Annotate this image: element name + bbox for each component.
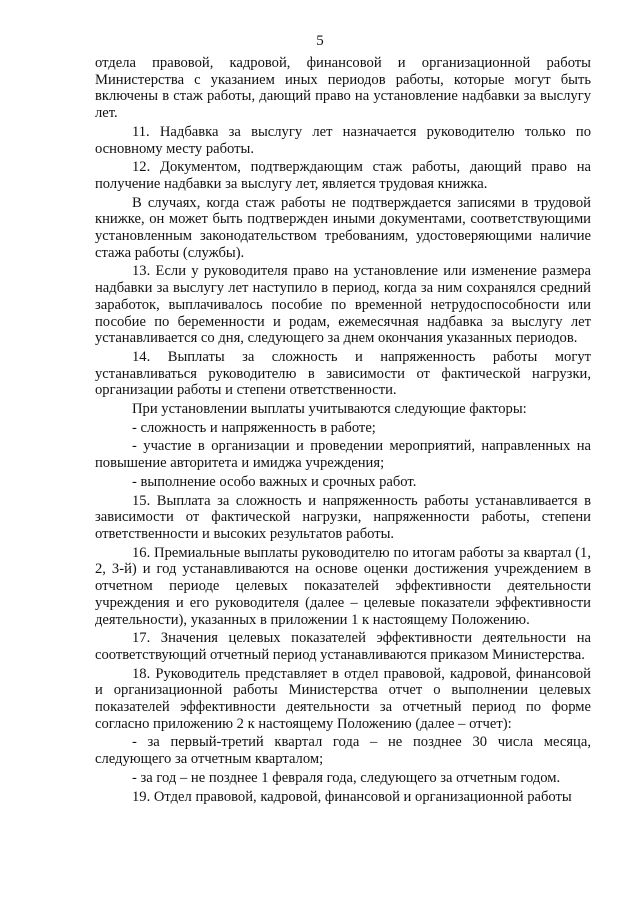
list-item: - выполнение особо важных и срочных работ. bbox=[132, 473, 417, 490]
list-item: - участие в организации и проведении мероприятий, направленных на повышение авторитета и имиджа учреждения; bbox=[95, 438, 591, 472]
paragraph: 12. Документом, подтверждающим стаж работы, дающий право на получение надбавки за выслугу лет, является трудовая книжка. bbox=[95, 159, 591, 192]
paragraph: При установлении выплаты учитываются следующие факторы: bbox=[132, 401, 527, 418]
paragraph: 14. Выплаты за сложность и напряженность работы могут устанавливаться руководителю в зависимости от фактической нагрузки, организации работы и степени ответственности. bbox=[95, 348, 591, 399]
paragraph: 19. Отдел правовой, кадровой, финансовой и организационной работы bbox=[132, 788, 572, 805]
document-body bbox=[95, 55, 591, 805]
paragraph: 11. Надбавка за выслугу лет назначается руководителю только по основному месту работы. bbox=[95, 123, 591, 157]
list-item: - за первый-третий квартал года – не позднее 30 числа месяца, следующего за отчетным кварталом; bbox=[95, 734, 591, 768]
list-item: - сложность и напряженность в работе; bbox=[132, 419, 376, 436]
paragraph: В случаях, когда стаж работы не подтверждается записями в трудовой книжке, он может быть подтвержден иными документами, соответствующими установленным законодательством требованиям, удостоверяющими наличие стажа работы (службы). bbox=[95, 194, 591, 261]
paragraph: 15. Выплата за сложность и напряженность работы устанавливается в зависимости от фактической нагрузки, напряженности работы, степени ответственности и высоких результатов работы. bbox=[95, 492, 591, 542]
list-item: - за год – не позднее 1 февраля года, следующего за отчетным годом. bbox=[132, 769, 561, 786]
paragraph: 16. Премиальные выплаты руководителю по итогам работы за квартал (1, 2, 3-й) и год устанавливаются на основе оценки достижения учреждением в отчетном периоде целевых показателей эффективности деятельности учреждения и его руководителя (далее – целевые показатели эффективности деятельности), указанных в приложении 1 к настоящему Положению. bbox=[95, 544, 591, 628]
page-number: 5 bbox=[316, 33, 324, 49]
paragraph: отдела правовой, кадровой, финансовой и организационной работы Министерства с указанием иных периодов работы, которые могут быть включены в стаж работы, дающий право на установление надбавки за выслугу лет. bbox=[95, 55, 591, 122]
paragraph: 17. Значения целевых показателей эффективности деятельности на соответствующий отчетный период устанавливаются приказом Министерства. bbox=[95, 630, 591, 663]
paragraph: 18. Руководитель представляет в отдел правовой, кадровой, финансовой и организационной работы Министерства отчет о выполнении целевых показателей эффективности деятельности за отчетный период по форме согласно приложению 2 к настоящему Положению (далее – отчет): bbox=[95, 665, 591, 732]
paragraph: 13. Если у руководителя право на установление или изменение размера надбавки за выслугу лет наступило в период, когда за ним сохранялся средний заработок, выплачивалось пособие по временной нетрудоспособности или пособие по беременности и родам, ежемесячная надбавка за выслугу лет устанавливается со дня, следующего за днем окончания указанных периодов. bbox=[95, 263, 591, 347]
